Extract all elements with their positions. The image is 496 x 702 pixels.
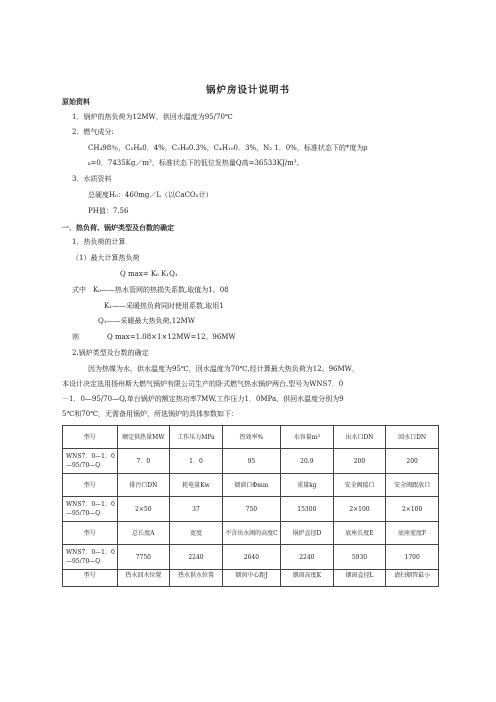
item-line: 总硬度H₀：460mg／L（以CaCO₃计） <box>88 191 213 199</box>
table-row <box>63 545 439 570</box>
table-row <box>63 497 439 522</box>
table-cell: 2240 <box>281 545 334 570</box>
table-header-cell: 水容量m³ <box>281 426 334 449</box>
table-header-cell: 型号 <box>63 426 118 449</box>
table-header-cell: 总长度A <box>117 522 170 545</box>
item-line: 2．燃气成分: <box>72 128 114 136</box>
table-header-cell: 回水口DN <box>386 426 439 449</box>
table-header-cell: 烟窗高度K <box>281 570 334 587</box>
calc-line: （1）最大计算热负荷 <box>72 254 140 262</box>
table-header-cell: 不含出水阀的高度C <box>222 522 280 545</box>
calc-line: 2.锅炉类型及台数的确定 <box>72 349 149 357</box>
table-header-cell: 宽度 <box>170 522 223 545</box>
table-header-cell: 耗电量Kw <box>170 474 223 497</box>
table-header-cell: 烟窗直径L <box>333 570 386 587</box>
table-header-cell: 底座宽度F <box>386 522 439 545</box>
table-header-row <box>63 474 439 497</box>
table-header-cell: 型号 <box>63 474 118 497</box>
item-line: 1．锅炉的热负荷为12MW，供回水温度为95/70℃ <box>72 113 233 121</box>
table-cell: 2240 <box>170 545 223 570</box>
table-header-cell: 排污口DN <box>117 474 170 497</box>
boiler-parameter-table <box>62 425 439 587</box>
table-cell: WNS7．0—1．0—95/70—Q <box>63 449 118 474</box>
paragraph-line: 因为热媒为水，供水温度为95℃，回水温度为70℃,经计算最大热负荷为12。96MW， <box>88 365 359 373</box>
table-cell: 7750 <box>117 545 170 570</box>
table-header-row <box>63 570 439 587</box>
table-cell: 95 <box>222 449 280 474</box>
table-cell: 2×100 <box>386 497 439 522</box>
table-cell: 1．0 <box>170 449 223 474</box>
table-cell: WNS7．0—1．0—95/70—Q <box>63 545 118 570</box>
table-header-cell: 请扫烟管最小 <box>386 570 439 587</box>
item-line: CH₄98％，C₂H₆0．4%，C₃H₈0.3%，C₄H₁₀0．3%，N₂ 1．0%，标准状态下的*度为ρ <box>88 144 368 152</box>
table-cell: 2×100 <box>333 497 386 522</box>
item-line: 3．水质资料 <box>72 175 112 183</box>
table-header-cell: 型号 <box>63 570 118 587</box>
formula-line: Q max= K₀ K₁Q₁ <box>120 270 178 278</box>
table-header-cell: 热水回水位置 <box>117 570 170 587</box>
table-cell: 15300 <box>281 497 334 522</box>
paragraph-line: 本设计决定选用扬州斯大燃气锅炉有限公司生产的卧式燃气热水锅炉两台,型号为WNS7．0 <box>62 380 344 388</box>
section-original-data: 原始资料 <box>62 97 90 106</box>
paragraph-line: 5℃和70℃，无需备用锅炉，所选锅炉的具体参数如下： <box>62 410 239 418</box>
section-heat-load: 一．热负荷、锅炉类型及台数的确定 <box>62 223 174 232</box>
table-header-cell: 热水供水位置 <box>170 570 223 587</box>
table-header-cell: 底座长度E <box>333 522 386 545</box>
table-cell: 2×50 <box>117 497 170 522</box>
calc-line: 则 Q max=1.08×1×12MW=12。96MW <box>72 333 236 341</box>
table-header-cell: 锅炉直径D <box>281 522 334 545</box>
table-header-cell: 工作压力MPa <box>170 426 223 449</box>
table-cell: WNS7．0—1．0—95/70—Q <box>63 497 118 522</box>
table-cell: 20.9 <box>281 449 334 474</box>
table-cell: 2640 <box>222 545 280 570</box>
table-header-cell: 安全阀跟放口 <box>386 474 439 497</box>
table-header-cell: 型号 <box>63 522 118 545</box>
table-header-cell: 额定供热量MW <box>117 426 170 449</box>
calc-line: K₁——采暖热负荷同时使用系数,取用1 <box>104 302 224 310</box>
table-cell: 750 <box>222 497 280 522</box>
item-line: ₖ=0．7435Kg／m³，标准状态下的低位发热量Q高=36533KJ/m³。 <box>88 159 304 167</box>
table-cell: 1700 <box>386 545 439 570</box>
table-header-cell: 重量kg <box>281 474 334 497</box>
calc-line: Q₁——采暖最大热负荷,12MW <box>98 317 196 325</box>
paragraph-line: －1．0—95/70—Q,单台锅炉的额定热功率7MW,工作压力1．0MPa，供回水温度分别为9 <box>62 395 344 403</box>
doc-title: 锅炉房设计说明书 <box>205 85 290 96</box>
table-header-cell: 热效率% <box>222 426 280 449</box>
item-line: PH值：7.56 <box>88 207 129 215</box>
calc-line: 式中 K₀——热水管网的热损失系数,取值为1。08 <box>72 286 229 294</box>
table-cell: 5930 <box>333 545 386 570</box>
table-row <box>63 449 439 474</box>
table-header-cell: 烟窗口Φmm <box>222 474 280 497</box>
table-cell: 7．0 <box>117 449 170 474</box>
table-cell: 37 <box>170 497 223 522</box>
table-header-row <box>63 522 439 545</box>
table-header-cell: 烟囱中心距J <box>222 570 280 587</box>
table-cell: 200 <box>386 449 439 474</box>
table-header-cell: 安全阀接口 <box>333 474 386 497</box>
table-header-cell: 出水口DN <box>333 426 386 449</box>
table-header-row <box>63 426 439 449</box>
calc-line: 1．热负荷的计算 <box>72 238 126 246</box>
table-cell: 200 <box>333 449 386 474</box>
